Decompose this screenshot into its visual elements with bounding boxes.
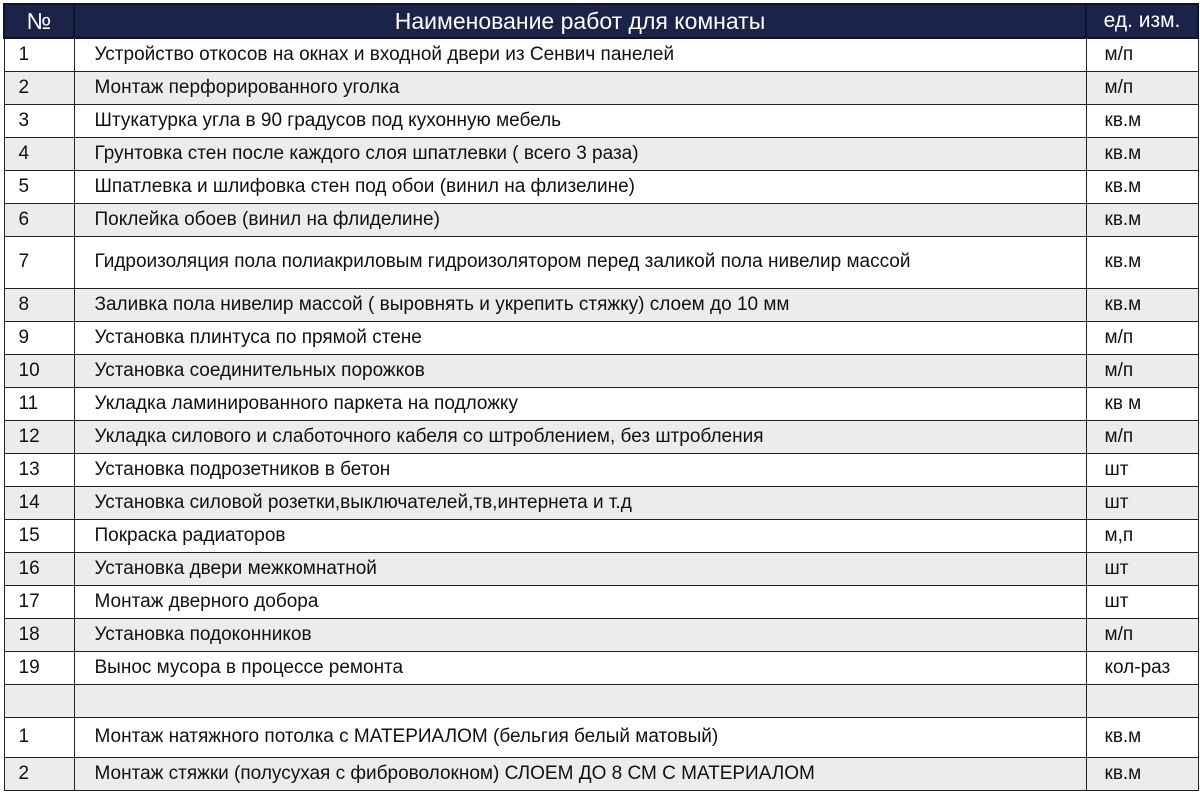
table-row [4, 717, 1198, 757]
row-number-cell: 14 [4, 486, 74, 519]
work-name-cell: Поклейка обоев (винил на флиделине) [74, 203, 1086, 236]
work-name-cell: Монтаж натяжного потолка с МАТЕРИАЛОМ (бельгия белый матовый) [74, 717, 1086, 757]
empty-cell [4, 684, 74, 717]
row-number-cell: 5 [4, 170, 74, 203]
unit-cell: шт [1086, 585, 1198, 618]
row-number-cell: 1 [4, 38, 74, 71]
row-number-cell: 17 [4, 585, 74, 618]
unit-cell: кв.м [1086, 236, 1198, 288]
unit-cell: шт [1086, 486, 1198, 519]
unit-cell: кв.м [1086, 717, 1198, 757]
unit-cell: кв м [1086, 387, 1198, 420]
row-number-cell: 2 [4, 71, 74, 104]
row-number-cell: 13 [4, 453, 74, 486]
table-row [4, 519, 1198, 552]
table-row [4, 354, 1198, 387]
work-name-cell: Установка подоконников [74, 618, 1086, 651]
column-header-number: № [4, 4, 74, 38]
unit-cell: кол-раз [1086, 651, 1198, 684]
separator-row [4, 684, 1198, 717]
table-row [4, 757, 1198, 790]
row-number-cell: 6 [4, 203, 74, 236]
unit-cell: м/п [1086, 420, 1198, 453]
table-row [4, 203, 1198, 236]
table-row [4, 453, 1198, 486]
row-number-cell: 12 [4, 420, 74, 453]
work-name-cell: Монтаж стяжки (полусухая с фиброволокном) СЛОЕМ ДО 8 СМ С МАТЕРИАЛОМ [74, 757, 1086, 790]
table-row [4, 236, 1198, 288]
table-row [4, 552, 1198, 585]
work-name-cell: Установка двери межкомнатной [74, 552, 1086, 585]
unit-cell: м/п [1086, 71, 1198, 104]
works-table [3, 3, 1199, 791]
work-name-cell: Установка соединительных порожков [74, 354, 1086, 387]
table-row [4, 170, 1198, 203]
table-row [4, 38, 1198, 71]
work-name-cell: Установка подрозетников в бетон [74, 453, 1086, 486]
work-name-cell: Грунтовка стен после каждого слоя шпатлевки ( всего 3 раза) [74, 137, 1086, 170]
work-name-cell: Заливка пола нивелир массой ( выровнять и укрепить стяжку) слоем до 10 мм [74, 288, 1086, 321]
row-number-cell: 1 [4, 717, 74, 757]
work-name-cell: Покраска радиаторов [74, 519, 1086, 552]
table-row [4, 321, 1198, 354]
table-row [4, 137, 1198, 170]
unit-cell: кв.м [1086, 170, 1198, 203]
row-number-cell: 15 [4, 519, 74, 552]
table-row [4, 420, 1198, 453]
price-list-sheet [0, 3, 1200, 795]
unit-cell: м/п [1086, 354, 1198, 387]
column-header-unit: ед. изм. [1086, 4, 1198, 38]
table-row [4, 486, 1198, 519]
column-header-work-name: Наименование работ для комнаты [74, 4, 1086, 38]
unit-cell: кв.м [1086, 137, 1198, 170]
table-row [4, 387, 1198, 420]
empty-cell [74, 684, 1086, 717]
unit-cell: м/п [1086, 38, 1198, 71]
unit-cell: кв.м [1086, 203, 1198, 236]
row-number-cell: 9 [4, 321, 74, 354]
work-name-cell: Монтаж перфорированного уголка [74, 71, 1086, 104]
unit-cell: м/п [1086, 321, 1198, 354]
work-name-cell: Гидроизоляция пола полиакриловым гидроизолятором перед заликой пола нивелир массой [74, 236, 1086, 288]
table-row [4, 288, 1198, 321]
unit-cell: кв.м [1086, 757, 1198, 790]
unit-cell: м,п [1086, 519, 1198, 552]
row-number-cell: 8 [4, 288, 74, 321]
work-name-cell: Штукатурка угла в 90 градусов под кухонную мебель [74, 104, 1086, 137]
row-number-cell: 19 [4, 651, 74, 684]
table-row [4, 71, 1198, 104]
unit-cell: шт [1086, 453, 1198, 486]
row-number-cell: 3 [4, 104, 74, 137]
table-row [4, 104, 1198, 137]
work-name-cell: Шпатлевка и шлифовка стен под обои (винил на флизелине) [74, 170, 1086, 203]
table-body [4, 38, 1198, 790]
work-name-cell: Монтаж дверного добора [74, 585, 1086, 618]
work-name-cell: Установка силовой розетки,выключателей,тв,интернета и т.д [74, 486, 1086, 519]
row-number-cell: 18 [4, 618, 74, 651]
table-row [4, 651, 1198, 684]
row-number-cell: 7 [4, 236, 74, 288]
unit-cell: кв.м [1086, 104, 1198, 137]
row-number-cell: 16 [4, 552, 74, 585]
table-row [4, 618, 1198, 651]
row-number-cell: 4 [4, 137, 74, 170]
work-name-cell: Вынос мусора в процессе ремонта [74, 651, 1086, 684]
work-name-cell: Установка плинтуса по прямой стене [74, 321, 1086, 354]
empty-cell [1086, 684, 1198, 717]
unit-cell: м/п [1086, 618, 1198, 651]
table-header-row [4, 4, 1198, 38]
work-name-cell: Укладка ламинированного паркета на подложку [74, 387, 1086, 420]
unit-cell: шт [1086, 552, 1198, 585]
unit-cell: кв.м [1086, 288, 1198, 321]
row-number-cell: 2 [4, 757, 74, 790]
row-number-cell: 11 [4, 387, 74, 420]
row-number-cell: 10 [4, 354, 74, 387]
work-name-cell: Укладка силового и слаботочного кабеля со штроблением, без штробления [74, 420, 1086, 453]
table-row [4, 585, 1198, 618]
work-name-cell: Устройство откосов на окнах и входной двери из Сенвич панелей [74, 38, 1086, 71]
